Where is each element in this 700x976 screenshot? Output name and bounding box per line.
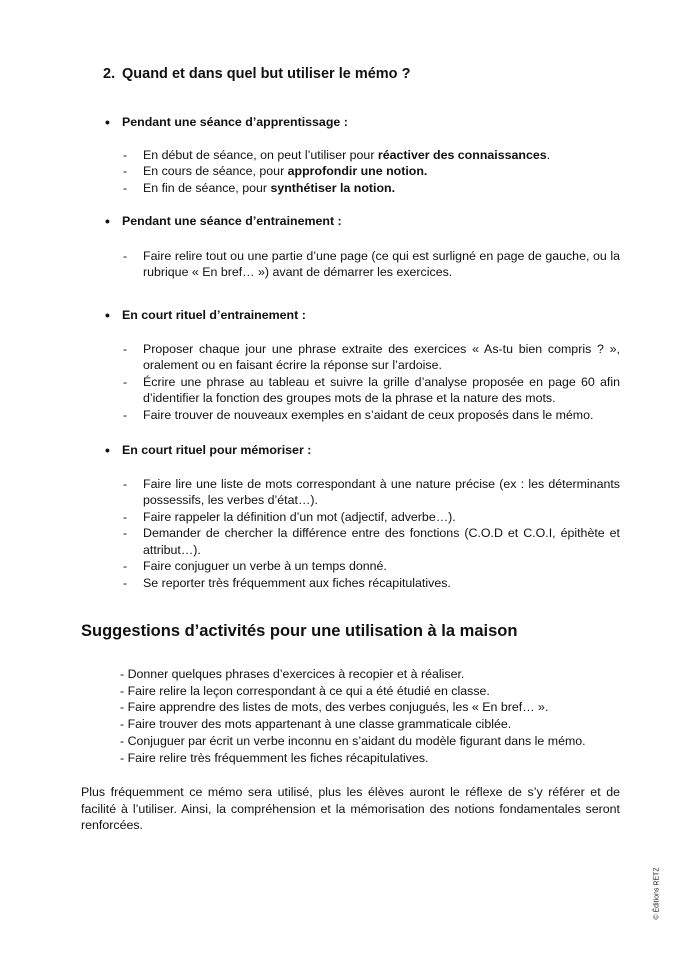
section-apprentissage	[103, 114, 620, 196]
list-item: - Faire relire la leçon correspondant à ce qui a été étudié en classe.	[120, 683, 490, 698]
list-item: - Se reporter très fréquemment aux fiches récapitulatives.	[103, 575, 620, 592]
list-item: - En début de séance, on peut l’utiliser pour réactiver des connaissances.	[103, 147, 620, 164]
bullet-heading: • En court rituel d’entrainement :	[103, 307, 620, 324]
conclusion-paragraph: Plus fréquemment ce mémo sera utilisé, plus les élèves auront le réflexe de s’y référer et de facilité à l’utiliser. Ainsi, la compréhension et la mémorisation des notions fondamentales seront renforcées.	[81, 785, 620, 833]
list-item: - Faire relire tout ou une partie d’une page (ce qui est surligné en page de gauche, ou la rubrique « En bref… ») avant de démarrer les exercices.	[103, 248, 620, 281]
bullet-heading: • Pendant une séance d’apprentissage :	[103, 114, 620, 131]
list-item: - Faire lire une liste de mots correspondant à une nature précise (ex : les déterminants possessifs, les verbes d’état…).	[103, 476, 620, 509]
section-rituel-memoriser	[103, 442, 620, 591]
suggestions-heading: Suggestions d’activités pour une utilisation à la maison	[81, 622, 518, 640]
list-item: - Écrire une phrase au tableau et suivre la grille d’analyse proposée en page 60 afin d’identifier la fonction des groupes mots de la phrase et la nature des mots.	[103, 374, 620, 407]
suggestions-list	[120, 666, 586, 766]
section-entrainement	[103, 213, 620, 281]
list-item: - Faire relire très fréquemment les fiches récapitulatives.	[120, 750, 429, 765]
list-item: - Proposer chaque jour une phrase extraite des exercices « As-tu bien compris ? », oralement ou en faisant écrire la réponse sur l’ardoise.	[103, 341, 620, 374]
section-title	[103, 66, 410, 82]
bullet-heading: • En court rituel pour mémoriser :	[103, 442, 620, 459]
list-item: - Faire rappeler la définition d’un mot (adjectif, adverbe…).	[103, 509, 620, 526]
section-rituel-entrainement	[103, 307, 620, 423]
bullet-heading: • Pendant une séance d’entrainement :	[103, 213, 620, 230]
list-item: - Faire apprendre des listes de mots, des verbes conjugués, les « En bref… ».	[120, 700, 549, 715]
list-item: - Faire conjuguer un verbe à un temps donné.	[103, 558, 620, 575]
list-item: - Demander de chercher la différence entre des fonctions (C.O.D et C.O.I, épithète et attribut…).	[103, 525, 620, 558]
list-item: - Donner quelques phrases d’exercices à recopier et à réaliser.	[120, 667, 465, 681]
list-item: - Conjuguer par écrit un verbe inconnu en s’aidant du modèle figurant dans le mémo.	[120, 733, 586, 748]
section-number: 2.	[103, 66, 116, 82]
list-item: - Faire trouver des mots appartenant à une classe grammaticale ciblée.	[120, 717, 512, 732]
list-item: - En fin de séance, pour synthétiser la notion.	[103, 180, 620, 197]
publisher-watermark: © Éditions RETZ	[653, 867, 661, 920]
list-item: - En cours de séance, pour approfondir une notion.	[103, 163, 620, 180]
list-item: - Faire trouver de nouveaux exemples en s’aidant de ceux proposés dans le mémo.	[103, 407, 620, 424]
section-title-text: Quand et dans quel but utiliser le mémo ?	[122, 66, 411, 82]
